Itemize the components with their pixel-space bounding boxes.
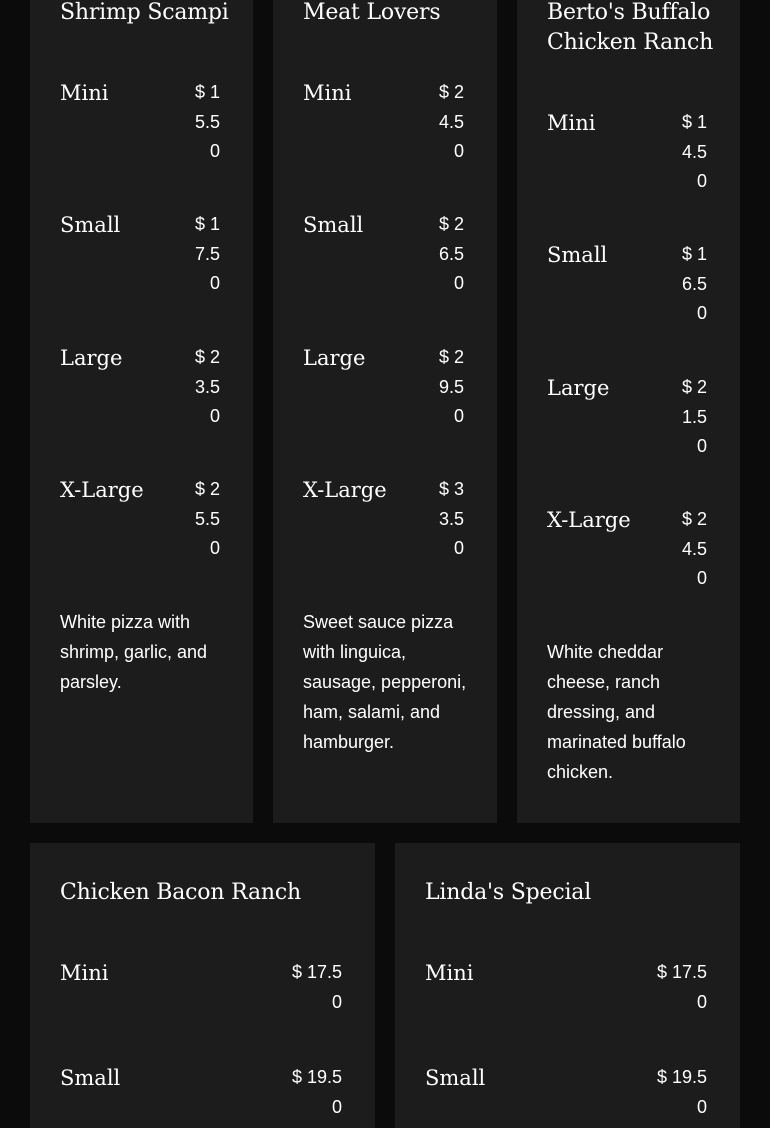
card-title: Linda's Special	[425, 880, 592, 905]
price-mini: $ 24.50	[438, 82, 464, 161]
menu-card-meat-lovers	[273, 0, 497, 823]
size-name-x-large: X-Large	[60, 478, 144, 502]
size-name-small: Small	[547, 243, 608, 267]
price-large: $ 23.50	[194, 347, 220, 426]
menu-card-chicken-bacon-ranch	[30, 843, 375, 1128]
card-title: Chicken Bacon Ranch	[60, 880, 301, 905]
menu-card-lindas-special	[395, 843, 740, 1128]
size-name-small: Small	[60, 1066, 121, 1090]
price-x-large: $ 33.50	[438, 479, 464, 558]
price-small: $ 16.50	[681, 244, 707, 323]
price-mini: $ 15.50	[194, 82, 220, 161]
price-mini: $ 17.50	[291, 962, 342, 1012]
price-small: $ 19.50	[656, 1067, 707, 1117]
size-name-x-large: X-Large	[547, 508, 631, 532]
menu-card-bertos-buffalo-chicken-ranch	[517, 0, 740, 823]
size-name-small: Small	[303, 213, 364, 237]
size-name-mini: Mini	[60, 961, 109, 985]
price-small: $ 26.50	[438, 214, 464, 293]
card-title: Meat Lovers	[303, 0, 441, 25]
price-small: $ 17.50	[194, 214, 220, 293]
price-large: $ 21.50	[681, 377, 707, 456]
size-name-mini: Mini	[60, 81, 109, 105]
price-large: $ 29.50	[438, 347, 464, 426]
price-small: $ 19.50	[291, 1067, 342, 1117]
price-x-large: $ 25.50	[194, 479, 220, 558]
price-mini: $ 17.50	[656, 962, 707, 1012]
size-name-large: Large	[303, 346, 366, 370]
size-name-mini: Mini	[547, 111, 596, 135]
card-description: Sweet sauce pizza with linguica, sausage, pepperoni, ham, salami, and hamburger.	[303, 612, 467, 752]
price-x-large: $ 24.50	[681, 509, 707, 588]
menu-card-shrimp-scampi	[30, 0, 253, 823]
price-mini: $ 14.50	[681, 112, 707, 191]
size-name-mini: Mini	[303, 81, 352, 105]
size-name-x-large: X-Large	[303, 478, 387, 502]
size-name-large: Large	[547, 376, 610, 400]
card-description: White cheddar cheese, ranch dressing, and marinated buffalo chicken.	[547, 642, 686, 782]
card-title: Berto's Buffalo Chicken Ranch	[547, 0, 714, 55]
card-title: Shrimp Scampi	[60, 0, 229, 25]
size-name-mini: Mini	[425, 961, 474, 985]
size-name-large: Large	[60, 346, 123, 370]
size-name-small: Small	[60, 213, 121, 237]
size-name-small: Small	[425, 1066, 486, 1090]
card-description: White pizza with shrimp, garlic, and parsley.	[60, 612, 208, 692]
